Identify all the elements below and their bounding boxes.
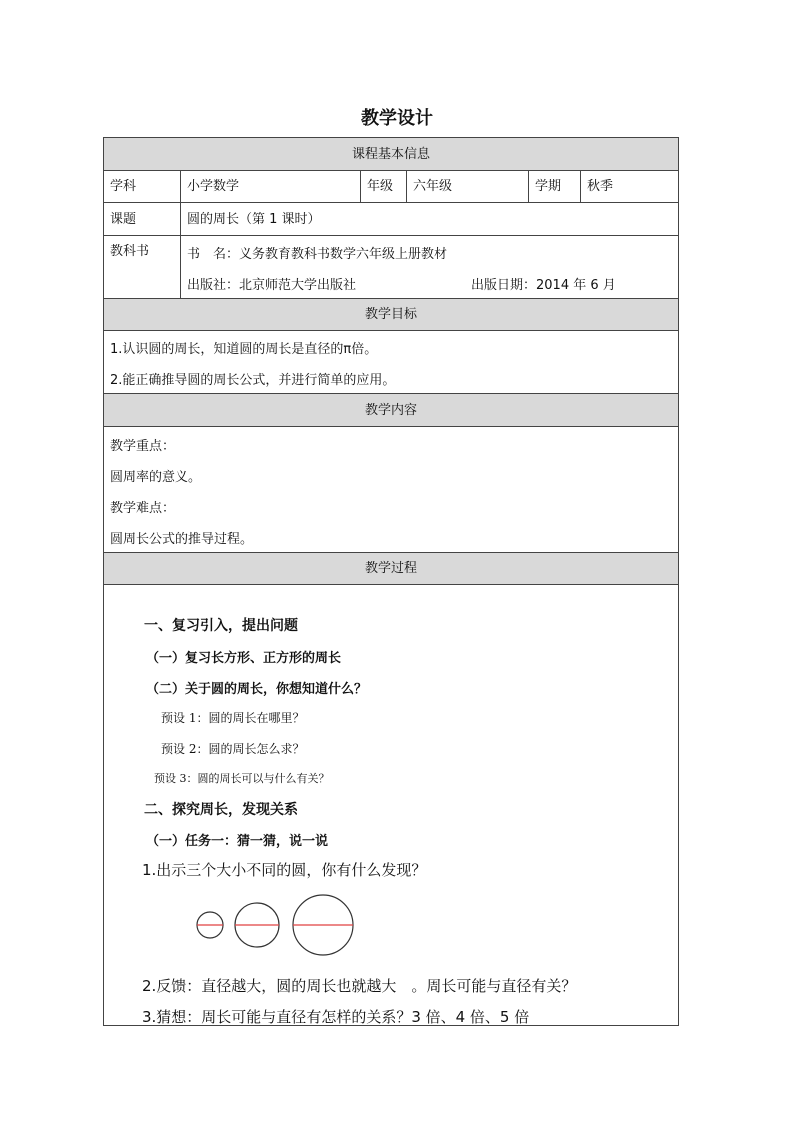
publisher: 出版社：北京师范大学出版社: [187, 278, 357, 293]
subject-label: 学科: [110, 179, 137, 194]
section-header-content: 教学内容: [104, 394, 678, 427]
grade-label: 年级: [360, 171, 406, 202]
section-header-process: 教学过程: [104, 553, 678, 585]
topic-value: 圆的周长（第 1 课时）: [180, 203, 678, 235]
difficulty: 圆周长公式的推导过程。: [110, 532, 254, 547]
topic-label: 课题: [110, 212, 137, 227]
textbook-details: [180, 236, 678, 298]
small-circle: [197, 912, 223, 938]
preset-1: 预设 1：圆的周长在哪里？: [161, 711, 305, 725]
preset-3: 预设 3：圆的周长可以与什么有关？: [154, 772, 330, 785]
objective-item: 1.认识圆的周长，知道圆的周长是直径的π倍。: [110, 342, 378, 357]
publication-date: 出版日期：2014 年 6 月: [471, 278, 616, 293]
key-point: 圆周率的意义。: [110, 470, 202, 485]
process-heading-2: 二、探究周长，发现关系: [144, 802, 298, 818]
process-heading-1: 一、复习引入，提出问题: [144, 618, 298, 634]
process-sub-1: （一）复习长方形、正方形的周长: [146, 651, 342, 666]
process-sub-2: （二）关于圆的周长，你想知道什么？: [146, 682, 368, 697]
subject-value: 小学数学: [180, 171, 360, 202]
question-2: 2.反馈：直径越大，圆的周长也就越大 。周长可能与直径有关？: [142, 977, 577, 995]
grade-value: 六年级: [406, 171, 528, 202]
process-block: [104, 585, 678, 1025]
book-name: 书 名：义务教育教科书数学六年级上册教材: [187, 247, 448, 262]
info-row-textbook: [104, 236, 678, 299]
large-circle: [293, 895, 353, 955]
key-point-label: 教学重点：: [110, 439, 176, 454]
process-sub-3: （一）任务一：猜一猜，说一说: [146, 834, 329, 849]
difficulty-label: 教学难点：: [110, 501, 176, 516]
three-circles-figure: [192, 891, 362, 959]
page-title: 教学设计: [361, 108, 433, 129]
content-block: [104, 427, 678, 553]
textbook-label: 教科书: [110, 244, 150, 259]
question-1: 1.出示三个大小不同的圆，你有什么发现？: [142, 861, 427, 879]
section-header-basic-info: 课程基本信息: [104, 138, 678, 171]
question-3: 3.猜想：周长可能与直径有怎样的关系？3 倍、4 倍、5 倍: [142, 1008, 530, 1026]
term-label: 学期: [528, 171, 580, 202]
objective-item: 2.能正确推导圆的周长公式，并进行简单的应用。: [110, 373, 396, 388]
preset-2: 预设 2：圆的周长怎么求？: [161, 742, 305, 756]
term-value: 秋季: [580, 171, 678, 202]
info-row-subject: [104, 171, 678, 203]
medium-circle: [235, 903, 279, 947]
info-row-topic: [104, 203, 678, 236]
section-header-objectives: 教学目标: [104, 299, 678, 331]
objectives-block: [104, 331, 678, 394]
lesson-plan-table: [103, 137, 679, 1026]
